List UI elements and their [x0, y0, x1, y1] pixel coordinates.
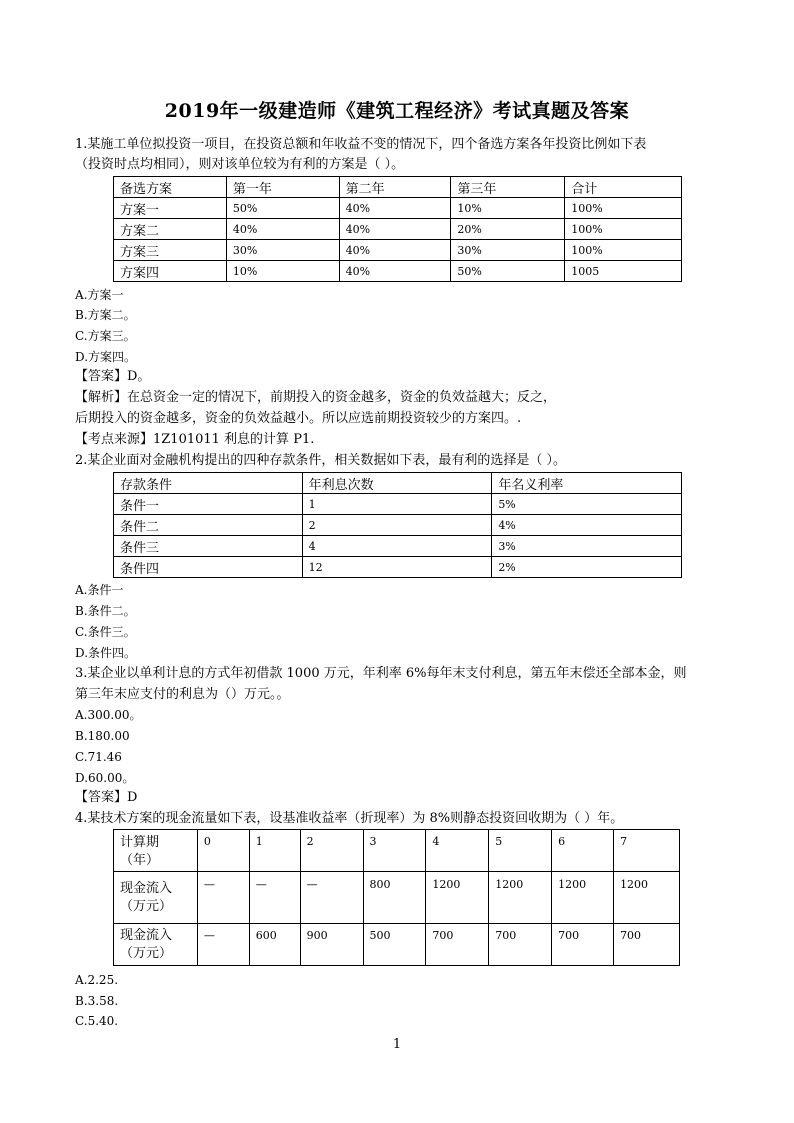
table-cell: 条件三 — [114, 536, 303, 557]
outflow-label-1: 现金流入 — [120, 927, 173, 943]
table-header-cell: 合计 — [565, 177, 682, 198]
table-cell: 方案二 — [114, 219, 227, 240]
q2-option-a: A.条件一 — [75, 583, 124, 597]
table-cell: 40% — [339, 240, 451, 261]
q3-option-c: C.71.46 — [75, 750, 122, 764]
table-header-cell: 存款条件 — [114, 473, 303, 494]
table-cell: 900 — [300, 924, 363, 966]
table-cell: 30% — [226, 240, 339, 261]
table-cell-label — [114, 872, 198, 924]
table-cell: 1200 — [489, 872, 552, 924]
table-cell: 1200 — [426, 872, 489, 924]
table-cell: 6 — [552, 830, 614, 872]
table-header-cell: 备选方案 — [114, 177, 227, 198]
table-cell: 40% — [226, 219, 339, 240]
table-cell: 100% — [565, 240, 682, 261]
table-row — [114, 494, 682, 515]
table-header-cell: 第二年 — [339, 177, 451, 198]
table-cell: 600 — [249, 924, 300, 966]
table-cell: 5 — [489, 830, 552, 872]
table-cell: 500 — [363, 924, 426, 966]
q1-table — [113, 176, 682, 282]
table-cell: 条件二 — [114, 515, 303, 536]
table-header-cell: 第三年 — [451, 177, 565, 198]
table-cell-label — [114, 924, 198, 966]
q1-source: 【考点来源】1Z101011 利息的计算 P1. — [75, 432, 315, 447]
table-row — [114, 536, 682, 557]
table-cell: 40% — [339, 219, 451, 240]
table-header-cell: 年利息次数 — [302, 473, 492, 494]
q2-stem: 2.某企业面对金融机构提出的四种存款条件，相关数据如下表，最有利的选择是（ ）。 — [75, 453, 567, 468]
table-cell: 40% — [339, 198, 451, 219]
q1-stem-line2: （投资时点均相同），则对该单位较为有利的方案是（ ）。 — [75, 157, 405, 172]
table-header-cell: 第一年 — [226, 177, 339, 198]
table-cell: 30% — [451, 240, 565, 261]
table-cell: 4 — [426, 830, 489, 872]
table-cell: 800 — [363, 872, 426, 924]
table-cell: 10% — [226, 261, 339, 282]
outflow-label-2: （万元） — [120, 945, 173, 961]
table-row-period — [114, 830, 680, 872]
q1-analysis-line2: 后期投入的资金越多，资金的负效益越小。所以应选前期投资较少的方案四。. — [75, 411, 522, 426]
table-cell: 100% — [565, 219, 682, 240]
q2-option-c: C.条件三。 — [75, 625, 136, 639]
table-cell: 条件一 — [114, 494, 303, 515]
table-row — [114, 198, 682, 219]
table-cell: — — [197, 924, 249, 966]
q3-stem-line1: 3.某企业以单利计息的方式年初借款 1000 万元，年利率 6%每年末支付利息，第五年末偿还全部本金，则 — [75, 666, 687, 681]
q3-option-b: B.180.00 — [75, 729, 130, 743]
table-cell: 方案一 — [114, 198, 227, 219]
table-cell: 700 — [614, 924, 680, 966]
q4-option-a: A.2.25. — [75, 973, 119, 987]
q1-option-c: C.方案三。 — [75, 329, 136, 343]
table-cell: 方案四 — [114, 261, 227, 282]
table-cell: 1 — [249, 830, 300, 872]
table-cell: 2 — [302, 515, 492, 536]
table-cell: 700 — [489, 924, 552, 966]
inflow-label-2: （万元） — [120, 898, 173, 914]
q2-option-d: D.条件四。 — [75, 646, 137, 660]
q1-analysis-line1: 【解析】在总资金一定的情况下，前期投入的资金越多，资金的负效益越大；反之， — [75, 390, 557, 405]
table-cell: 1005 — [565, 261, 682, 282]
table-header-row — [114, 177, 682, 198]
q3-stem-line2: 第三年末应支付的利息为（）万元。。 — [75, 687, 290, 702]
period-label-2: （年） — [120, 852, 160, 868]
table-cell-label — [114, 830, 198, 872]
table-cell: 3 — [363, 830, 426, 872]
table-cell: 100% — [565, 198, 682, 219]
table-cell: 12 — [302, 557, 492, 578]
page-title: 2019年一级建造师《建筑工程经济》考试真题及答案 — [164, 100, 630, 122]
table-cell: 1200 — [614, 872, 680, 924]
table-cell: — — [197, 872, 249, 924]
table-header-cell: 年名义利率 — [492, 473, 682, 494]
table-cell: 7 — [614, 830, 680, 872]
table-cell: 4 — [302, 536, 492, 557]
period-label-1: 计算期 — [120, 834, 160, 850]
table-row-outflow — [114, 924, 680, 966]
table-row — [114, 240, 682, 261]
table-cell: 50% — [226, 198, 339, 219]
q2-table — [113, 472, 682, 578]
inflow-label-1: 现金流入 — [120, 880, 173, 896]
q1-option-a: A.方案一 — [75, 288, 124, 302]
q4-table — [113, 829, 680, 966]
table-row — [114, 557, 682, 578]
q1-stem-line1: 1.某施工单位拟投资一项目，在投资总额和年收益不变的情况下，四个备选方案各年投资比例如下表 — [75, 137, 647, 152]
q4-option-c: C.5.40. — [75, 1014, 119, 1028]
table-cell: — — [300, 872, 363, 924]
table-cell: 20% — [451, 219, 565, 240]
q1-answer: 【答案】D。 — [75, 369, 151, 384]
table-row — [114, 219, 682, 240]
q3-option-a: A.300.00。 — [75, 708, 142, 722]
table-cell: 40% — [339, 261, 451, 282]
table-row — [114, 261, 682, 282]
q2-option-b: B.条件二。 — [75, 604, 136, 618]
q4-option-b: B.3.58. — [75, 994, 119, 1008]
table-cell: 5% — [492, 494, 682, 515]
q1-option-d: D.方案四。 — [75, 350, 137, 364]
table-cell: 3% — [492, 536, 682, 557]
table-cell: 方案三 — [114, 240, 227, 261]
q3-answer: 【答案】D — [75, 790, 138, 805]
table-cell: 10% — [451, 198, 565, 219]
table-row-inflow — [114, 872, 680, 924]
q4-stem: 4.某技术方案的现金流量如下表，设基准收益率（折现率）为 8%则静态投资回收期为（ ）年。 — [75, 811, 624, 826]
table-cell: 4% — [492, 515, 682, 536]
table-header-row — [114, 473, 682, 494]
table-cell: 2% — [492, 557, 682, 578]
table-row — [114, 515, 682, 536]
table-cell: 700 — [552, 924, 614, 966]
table-cell: 2 — [300, 830, 363, 872]
table-cell: 1 — [302, 494, 492, 515]
q3-option-d: D.60.00。 — [75, 771, 135, 785]
table-cell: 50% — [451, 261, 565, 282]
q1-option-b: B.方案二。 — [75, 308, 136, 322]
table-cell: — — [249, 872, 300, 924]
table-cell: 700 — [426, 924, 489, 966]
page-number: 1 — [392, 1037, 402, 1052]
table-cell: 1200 — [552, 872, 614, 924]
table-cell: 0 — [197, 830, 249, 872]
table-cell: 条件四 — [114, 557, 303, 578]
